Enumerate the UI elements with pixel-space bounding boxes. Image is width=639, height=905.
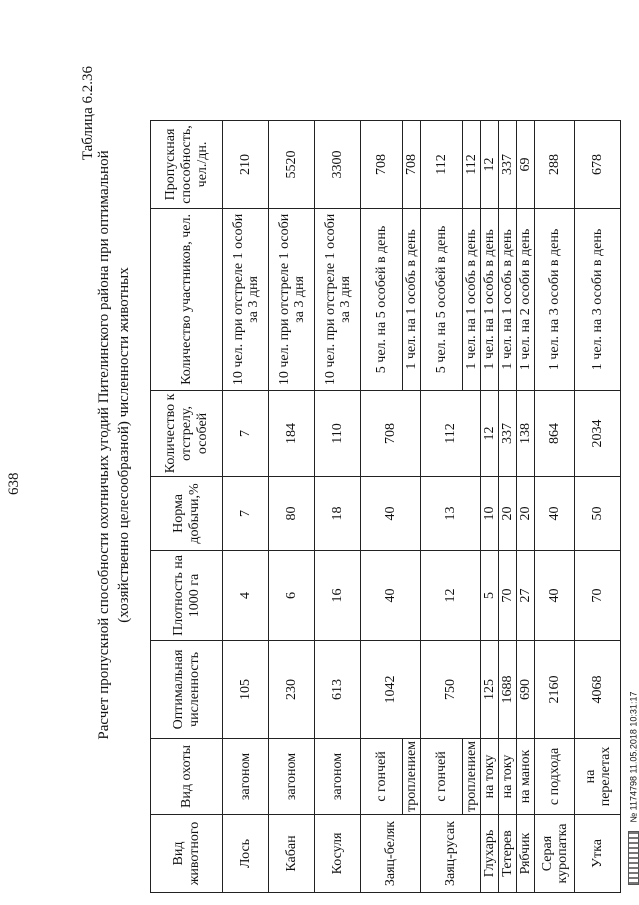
cell-norm: 18 (315, 476, 361, 550)
cell-optimal: 750 (421, 640, 481, 738)
cell-count: 864 (535, 390, 575, 476)
cell-optimal: 690 (517, 640, 535, 738)
cell-norm: 7 (223, 476, 269, 550)
header-count: Количество к отстрелу, особей (151, 390, 223, 476)
cell-optimal: 2160 (535, 640, 575, 738)
cell-capacity: 3300 (315, 120, 361, 208)
capacity-table (150, 120, 621, 893)
table-row (517, 120, 535, 892)
cell-animal: Утка (575, 815, 621, 893)
table-title (94, 145, 134, 745)
cell-participants: 1 чел. на 1 особь в день (499, 208, 517, 390)
cell-capacity: 337 (499, 120, 517, 208)
cell-hunt: на перелетах (575, 738, 621, 814)
page-number: 638 (6, 472, 22, 495)
table-row (481, 120, 499, 892)
cell-norm: 13 (421, 476, 481, 550)
cell-norm: 50 (575, 476, 621, 550)
cell-optimal: 1688 (499, 640, 517, 738)
cell-optimal: 125 (481, 640, 499, 738)
cell-density: 6 (269, 550, 315, 640)
cell-count: 184 (269, 390, 315, 476)
table-row (421, 120, 463, 892)
cell-capacity: 112 (421, 120, 463, 208)
cell-participants: 1 чел. на 1 особь в день (403, 208, 421, 390)
cell-participants: 5 чел. на 5 особей в день (361, 208, 403, 390)
table-row (575, 120, 621, 892)
cell-hunt: троплением (463, 738, 481, 814)
cell-count: 708 (361, 390, 421, 476)
cell-participants: 10 чел. при отстреле 1 особи за 3 дня (223, 208, 269, 390)
header-row (151, 120, 223, 892)
cell-density: 12 (421, 550, 481, 640)
cell-optimal: 613 (315, 640, 361, 738)
registration-stamp (628, 595, 639, 885)
cell-count: 12 (481, 390, 499, 476)
cell-optimal: 230 (269, 640, 315, 738)
cell-animal: Рябчик (517, 815, 535, 893)
header-norm: Норма добычи,% (151, 476, 223, 550)
cell-hunt: загоном (223, 738, 269, 814)
cell-hunt: на току (499, 738, 517, 814)
cell-norm: 20 (499, 476, 517, 550)
cell-participants: 10 чел. при отстреле 1 особи за 3 дня (269, 208, 315, 390)
cell-capacity: 69 (517, 120, 535, 208)
cell-hunt: с гончей (421, 738, 463, 814)
cell-optimal: 1042 (361, 640, 421, 738)
cell-capacity: 678 (575, 120, 621, 208)
stamp-text: № 1174798 11.05.2018 10:31:17 (628, 691, 639, 823)
cell-norm: 80 (269, 476, 315, 550)
cell-count: 110 (315, 390, 361, 476)
cell-hunt: с подхода (535, 738, 575, 814)
cell-animal: Заяц-беляк (361, 815, 421, 893)
table-row (361, 120, 403, 892)
cell-capacity: 708 (361, 120, 403, 208)
cell-count: 138 (517, 390, 535, 476)
cell-count: 112 (421, 390, 481, 476)
cell-hunt: с гончей (361, 738, 403, 814)
cell-capacity: 708 (403, 120, 421, 208)
table-row (499, 120, 517, 892)
cell-participants: 5 чел. на 5 особей в день (421, 208, 463, 390)
header-optimal: Оптимальная численность (151, 640, 223, 738)
header-density: Плотность на 1000 га (151, 550, 223, 640)
header-animal: Вид животного (151, 815, 223, 893)
cell-hunt: загоном (315, 738, 361, 814)
cell-animal: Косуля (315, 815, 361, 893)
cell-norm: 40 (361, 476, 421, 550)
table-label: Таблица 6.2.36 (80, 66, 96, 161)
table-row (223, 120, 269, 892)
table-row (269, 120, 315, 892)
cell-density: 70 (499, 550, 517, 640)
cell-hunt: троплением (403, 738, 421, 814)
header-participants: Количество участников, чел. (151, 208, 223, 390)
cell-participants: 1 чел. на 3 особи в день (535, 208, 575, 390)
title-line-1: Расчет пропускной способности охотничьих угодий Пителинского района при оптимальной (96, 150, 112, 740)
cell-participants: 1 чел. на 3 особи в день (575, 208, 621, 390)
cell-participants: 1 чел. на 1 особь в день (481, 208, 499, 390)
cell-participants: 1 чел. на 1 особь в день (463, 208, 481, 390)
cell-animal: Глухарь (481, 815, 499, 893)
cell-count: 2034 (575, 390, 621, 476)
cell-norm: 40 (535, 476, 575, 550)
cell-animal: Лось (223, 815, 269, 893)
cell-norm: 10 (481, 476, 499, 550)
header-capacity: Пропускная способность, чел./дн. (151, 120, 223, 208)
cell-capacity: 12 (481, 120, 499, 208)
cell-hunt: загоном (269, 738, 315, 814)
cell-optimal: 105 (223, 640, 269, 738)
cell-count: 337 (499, 390, 517, 476)
cell-density: 5 (481, 550, 499, 640)
cell-density: 70 (575, 550, 621, 640)
title-line-2: (хозяйственно целесообразной) численности животных (116, 267, 132, 623)
table-row (535, 120, 575, 892)
cell-participants: 10 чел. при отстреле 1 особи за 3 дня (315, 208, 361, 390)
cell-density: 27 (517, 550, 535, 640)
cell-norm: 20 (517, 476, 535, 550)
cell-density: 40 (535, 550, 575, 640)
cell-capacity: 5520 (269, 120, 315, 208)
cell-density: 16 (315, 550, 361, 640)
cell-capacity: 210 (223, 120, 269, 208)
cell-animal: Тетерев (499, 815, 517, 893)
cell-animal: Кабан (269, 815, 315, 893)
cell-capacity: 288 (535, 120, 575, 208)
cell-optimal: 4068 (575, 640, 621, 738)
cell-count: 7 (223, 390, 269, 476)
cell-hunt: на току (481, 738, 499, 814)
cell-capacity: 112 (463, 120, 481, 208)
table-row (315, 120, 361, 892)
cell-participants: 1 чел. на 2 особи в день (517, 208, 535, 390)
header-hunt: Вид охоты (151, 738, 223, 814)
barcode-icon (628, 831, 639, 885)
cell-hunt: на манок (517, 738, 535, 814)
cell-animal: Заяц-русак (421, 815, 481, 893)
cell-density: 40 (361, 550, 421, 640)
cell-animal: Серая куропатка (535, 815, 575, 893)
cell-density: 4 (223, 550, 269, 640)
